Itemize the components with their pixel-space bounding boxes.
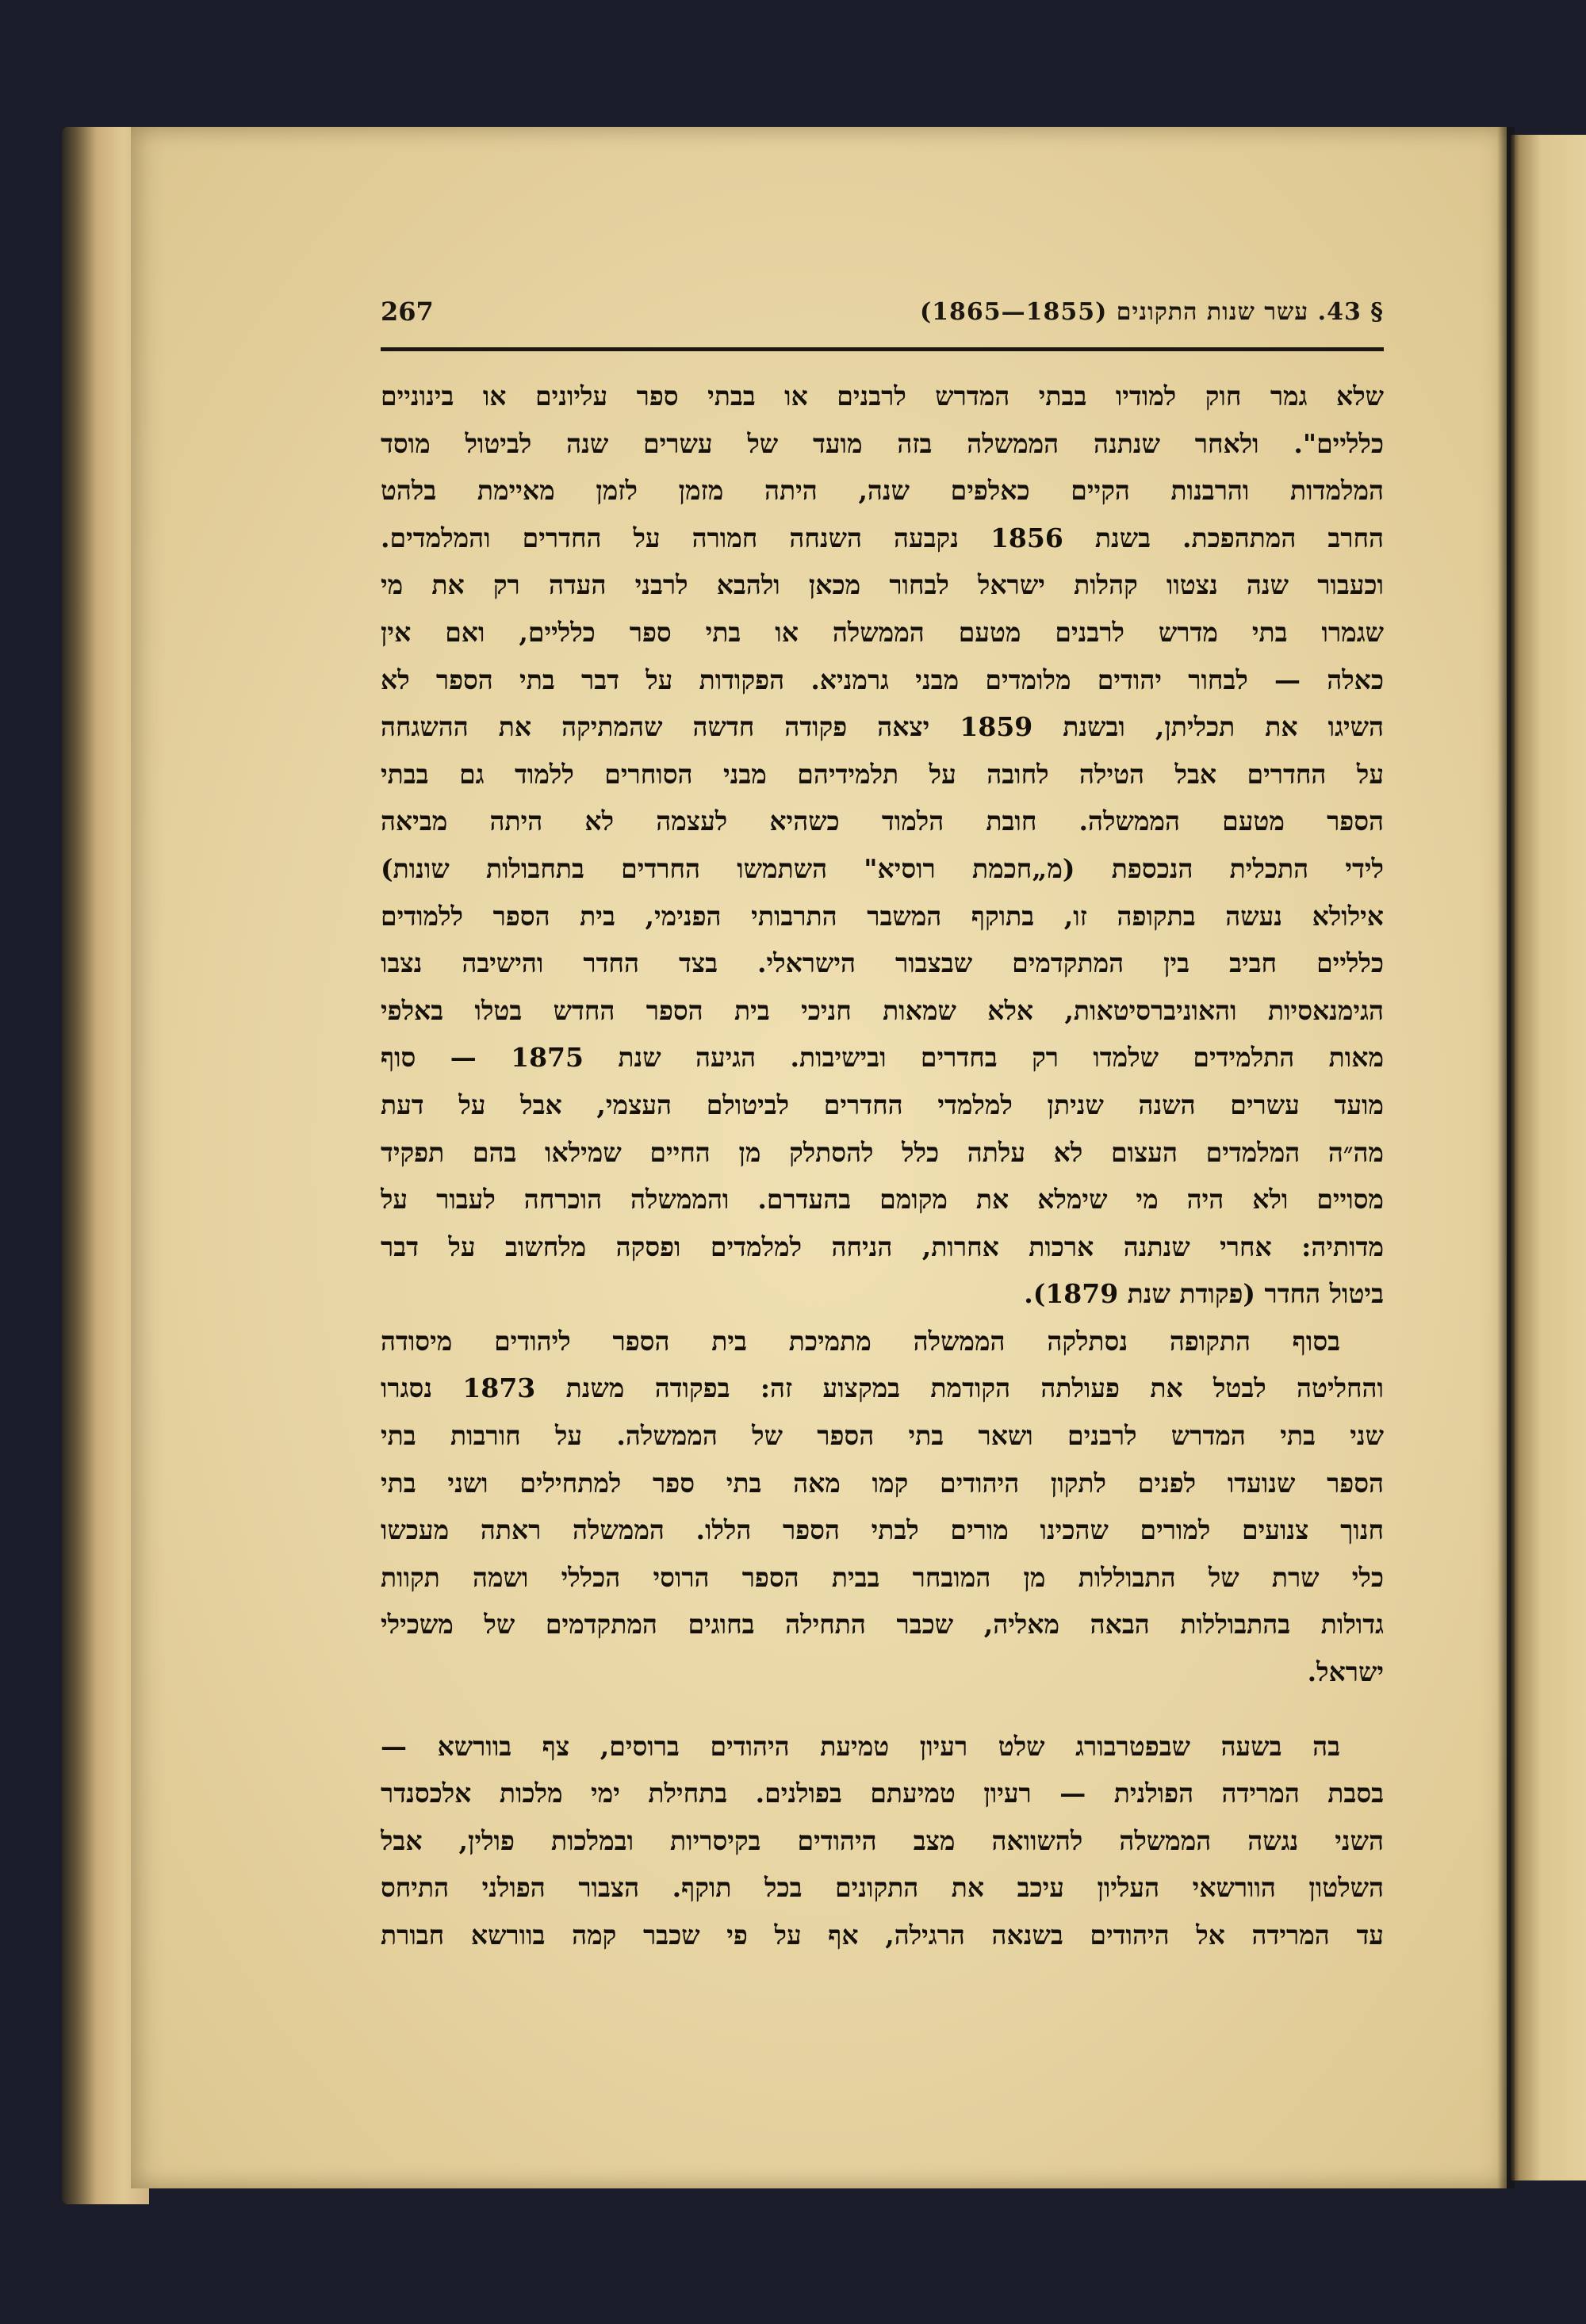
text-line: כאלה — לבחור יהודים מלומדים מבני גרמניא. הפקודות על דבר בתי הספר לא <box>381 664 1384 695</box>
header-rule <box>381 347 1384 351</box>
text-line: בה בשעה שבפטרבורג שלט רעיון טמיעת היהודים ברוסים, צף בוורשא — <box>381 1730 1340 1762</box>
text-line: מועד עשרים השנה שניתן למלמדי החדרים לביטולם העצמי, אבל על דעת <box>381 1089 1384 1120</box>
page-number: 267 <box>381 297 434 327</box>
text-line: על החדרים אבל הטילה לחובה על תלמידיהם מבני הסוחרים ללמוד גם בבתי <box>381 758 1384 790</box>
text-line: כלליים". ולאחר שנתנה הממשלה בזה מועד של עשרים שנה לביטול מוסד <box>381 427 1384 459</box>
text-line: מאות התלמידים שלמדו רק בחדרים ובישיבות. הגיעה שנת 1875 — סוף <box>381 1042 1384 1074</box>
text-line: כלי שרת של התבוללות מן המובחר בבית הספר הרוסי הכללי ושמה תקוות <box>381 1561 1384 1593</box>
text-line: מדותיה: אחרי שנתנה ארכות אחרות, הניחה למלמדים ופסקה מלחשוב על דבר <box>381 1231 1384 1262</box>
text-line: שני בתי המדרש לרבנים ושאר בתי הספר של הממשלה. על חורבות בתי <box>381 1420 1384 1452</box>
running-title: § 43. עשר שנות התקונים (1855—1865) <box>919 298 1384 326</box>
spine-shadow <box>1497 127 1515 2188</box>
text-line: גדולות בהתבוללות הבאה מאליה, שכבר התחילה בחוגים המתקדמים של משכילי <box>381 1609 1384 1641</box>
paragraph-gap <box>381 1696 1384 1723</box>
paragraph-1 <box>381 373 1384 1318</box>
text-line: ביטול החדר (פקודת שנת 1879). <box>1024 1278 1384 1310</box>
text-line: אילולא נעשה בתקופה זו, בתוקף המשבר התרבותי הפנימי, בית הספר ללמודים <box>381 900 1384 932</box>
text-line: עד המרידה אל היהודים בשנאה הרגילה, אף על פי שכבר קמה בוורשא חבורת <box>381 1920 1384 1951</box>
text-line: החרב המתהפכת. בשנת 1856 נקבעה השנחה חמורה על החדרים והמלמדים. <box>381 522 1384 553</box>
text-line: כלליים חביב בין המתקדמים שבצבור הישראלי. בצד החדר והישיבה נצבו <box>381 948 1384 979</box>
text-line: וכעבור שנה נצטוו קהלות ישראל לבחור מכאן ולהבא לרבני העדה רק את מי <box>381 569 1384 601</box>
text-line: שגמרו בתי מדרש לרבנים מטעם הממשלה או בתי ספר כלליים, ואם אין <box>381 616 1384 648</box>
text-line: הספר שנועדו לפנים לתקון היהודים קמו מאה בתי ספר למתחילים ושני בתי <box>381 1467 1384 1499</box>
paragraph-2 <box>381 1318 1384 1696</box>
text-line: מה״ה המלמדים העצום לא עלתה כלל להסתלק מן החיים שמילאו בהם תפקיד <box>381 1136 1384 1168</box>
text-line: המלמדות והרבנות הקיים כאלפים שנה, היתה מזמן לזמן מאיימת בלהט <box>381 475 1384 507</box>
text-line: לידי התכלית הנכספת (מ„חכמת רוסיא" השתמשו החרדים בתחבולות שונות) <box>381 852 1384 884</box>
text-line: בסוף התקופה נסתלקה הממשלה מתמיכת בית הספר ליהודים מיסודה <box>381 1325 1340 1357</box>
text-line: בסבת המרידה הפולנית — רעיון טמיעתם בפולנים. בתחילת ימי מלכות אלכסנדר <box>381 1778 1384 1809</box>
text-line: השני נגשה הממשלה להשוואה מצב היהודים בקיסריות ובמלכות פולין, אבל <box>381 1824 1384 1856</box>
text-line: ישראל. <box>1307 1656 1384 1688</box>
text-line: השלטון הוורשאי העליון עיכב את התקונים בכל תוקף. הצבור הפולני התיחס <box>381 1872 1384 1904</box>
text-line: חנוך צנועים למורים שהכינו מורים לבתי הספר הללו. הממשלה ראתה מעכשו <box>381 1514 1384 1546</box>
body-text <box>381 373 1384 1959</box>
text-line: השיגו את תכליתן, ובשנת 1859 יצאה פקודה חדשה שהמתיקה את ההשגחה <box>381 711 1384 743</box>
text-line: מסויים ולא היה מי שימלא את מקומם בהעדרם. והממשלה הוכרחה לעבור על <box>381 1184 1384 1216</box>
paragraph-3 <box>381 1723 1384 1959</box>
text-line: והחליטה לבטל את פעולתה הקודמת במקצוע זה: בפקודה משנת 1873 נסגרו <box>381 1373 1384 1404</box>
text-line: שלא גמר חוק למודיו בבתי המדרש לרבנים או בבתי ספר עליונים או בינוניים <box>381 381 1384 412</box>
text-line: הספר מטעם הממשלה. חובת הלמוד כשהיא לעצמה לא היתה מביאה <box>381 806 1384 837</box>
text-line: הגימנאסיות והאוניברסיטאות, אלא שמאות חניכי בית הספר החדש בטלו באלפי <box>381 994 1384 1026</box>
running-header <box>381 293 1384 341</box>
facing-page-edge <box>1511 135 1586 2180</box>
